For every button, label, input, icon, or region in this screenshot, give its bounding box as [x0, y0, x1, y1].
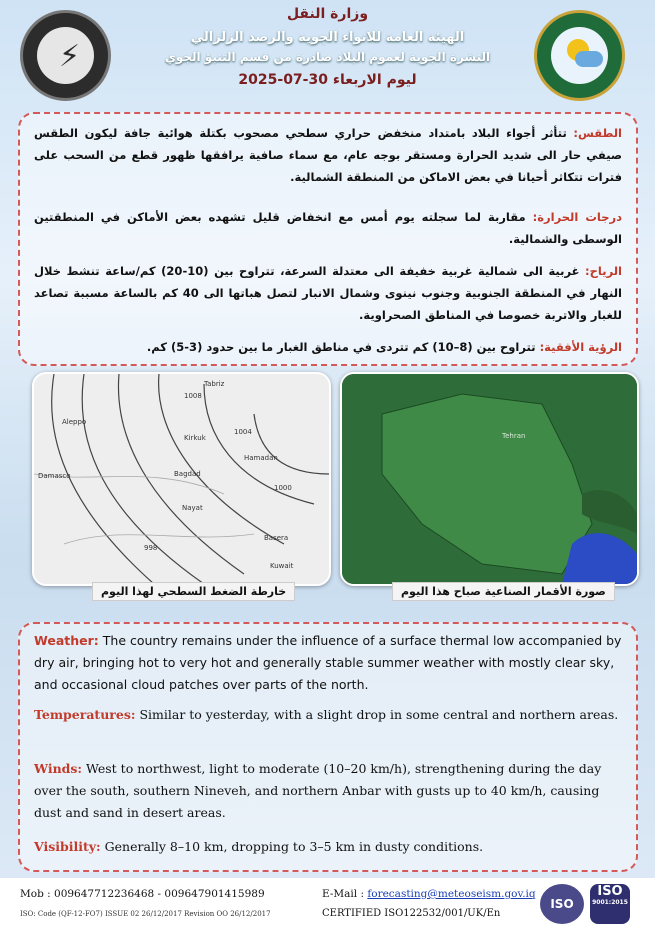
map-label-tehran: Tehran	[502, 432, 526, 440]
forecasting-dept-logo	[20, 10, 111, 101]
english-forecast-card	[18, 622, 638, 872]
header	[0, 0, 655, 110]
email-label: E-Mail :	[322, 888, 365, 900]
certified-line: CERTIFIED ISO122532/001/UK/En	[322, 908, 501, 919]
meteorological-organization-logo	[534, 10, 625, 101]
map-label-kuwait: Kuwait	[270, 562, 294, 570]
ministry-title: وزارة النقل	[286, 6, 369, 22]
map-label-bagdad: Bagdad	[174, 470, 201, 478]
surface-pressure-map	[32, 372, 331, 586]
lightning-icon: ⚡	[59, 39, 81, 74]
bulletin-title: النشرة الجوية لعموم البلاد صادرة من قسم التنبؤ الجوي	[164, 50, 491, 64]
arabic-weather-paragraph	[34, 122, 622, 188]
map-label-basera: Basera	[264, 534, 289, 542]
arabic-vis-label: الرؤية الأفقية:	[539, 340, 622, 354]
english-weather-paragraph	[34, 630, 622, 696]
english-weather-text: The country remains under the influence of a surface thermal low accompanied by dry air, bringing hot to very hot and generally stable summer weather with mostly clear sky, and occasional cloud patches over parts of the north.	[34, 633, 622, 692]
map-label-tabriz: Tabriz	[204, 380, 225, 388]
map-label-aleppo: Aleppo	[62, 418, 87, 426]
pressure-isobars	[34, 374, 329, 584]
map-label-kirkuk: Kirkuk	[184, 434, 206, 442]
isobar-label-1004: 1004	[234, 428, 252, 436]
iso-badge-icon: ISO	[540, 884, 584, 924]
isobar-label-1000: 1000	[274, 484, 292, 492]
english-temp-paragraph	[34, 704, 622, 726]
satellite-imagery	[342, 374, 637, 584]
english-vis-text: Generally 8–10 km, dropping to 3–5 km in dusty conditions.	[104, 839, 484, 854]
map-label-damasco: Damasco	[38, 472, 71, 480]
arabic-vis-text: تتراوح بين (8–10) كم تتردى في مناطق الغبار ما بين حدود (3-5) كم.	[146, 340, 536, 354]
english-wind-paragraph	[34, 758, 622, 824]
pressure-map-caption: خارطة الضغط السطحي لهذا اليوم	[92, 582, 295, 601]
email-link[interactable]: forecasting@meteoseism.gov.iq	[367, 888, 536, 900]
iso-9001-badge-title: ISO	[597, 884, 623, 899]
cloud-icon	[575, 51, 603, 67]
arabic-temp-text: مقاربة لما سجلته يوم أمس مع انخفاض قليل تشهده بعض الأماكن في المنطقتين الوسطى والشمالية.	[34, 210, 622, 246]
footer	[0, 878, 655, 930]
isobar-label-998: 998	[144, 544, 158, 552]
map-label-nayat: Nayat	[182, 504, 203, 512]
email-line	[322, 888, 536, 900]
arabic-wind-paragraph	[34, 260, 622, 326]
arabic-temp-label: درجات الحرارة:	[532, 210, 622, 224]
arabic-weather-text: تتأثر أجواء البلاد بامتداد منخفض حراري سطحي مصحوب بكتلة هوائية جافة ليكون الطقس صيفي حار الى شديد الحرارة ومستقر بوجه عام، مع سماء صافية يرافقها ظهور قطع من السحب على فترات تتكاثر أحيانا في بعض الاماكن من المنطقة الشمالية.	[34, 126, 622, 184]
english-vis-paragraph	[34, 836, 622, 858]
arabic-wind-label: الرياح:	[585, 264, 622, 278]
iso-code-line: ISO: Code (QF-12-FO7) ISSUE 02 26/12/2017 Revision OO 26/12/2017	[20, 910, 271, 918]
iso-9001-badge	[590, 884, 630, 924]
english-weather-label: Weather:	[34, 633, 99, 648]
english-temp-text: Similar to yesterday, with a slight drop in some central and northern areas.	[139, 707, 619, 722]
authority-title: الهيئة العامة للانواء الجوية والرصد الزلزالي	[190, 30, 465, 45]
arabic-weather-label: الطقس:	[573, 126, 623, 140]
iso-9001-badge-sub: 9001:2015	[592, 899, 628, 906]
satellite-image	[340, 372, 639, 586]
arabic-forecast-card	[18, 112, 638, 366]
isobar-label-1008: 1008	[184, 392, 202, 400]
english-vis-label: Visibility:	[34, 839, 101, 854]
english-wind-text: West to northwest, light to moderate (10–20 km/h), strengthening during the day over the south, southern Nineveh, and northern Anbar with gusts up to 40 km/h, causing dust and sand in desert areas.	[34, 761, 602, 820]
arabic-wind-text: غربية الى شمالية غربية خفيفة الى معتدلة السرعة، تتراوح بين (10-20) كم/ساعة تنشط خلال النهار في المنطقة الجنوبية وجنوب نينوى وشمال الانبار لتصل هباتها الى 40 كم بالساعة مسببة تصاعد للغبار والاتربة خصوصا في المناطق الصحراوية.	[34, 264, 622, 322]
date-line: ليوم الاربعاء 30-07-2025	[238, 72, 417, 88]
map-label-hamadan: Hamadan	[244, 454, 278, 462]
english-wind-label: Winds:	[34, 761, 83, 776]
satellite-caption: صورة الأقمار الصناعية صباح هذا اليوم	[392, 582, 615, 601]
mobile-numbers: Mob : 009647712236468 - 009647901415989	[20, 888, 265, 900]
arabic-vis-paragraph	[34, 336, 622, 358]
arabic-temp-paragraph	[34, 206, 622, 250]
english-temp-label: Temperatures:	[34, 707, 136, 722]
